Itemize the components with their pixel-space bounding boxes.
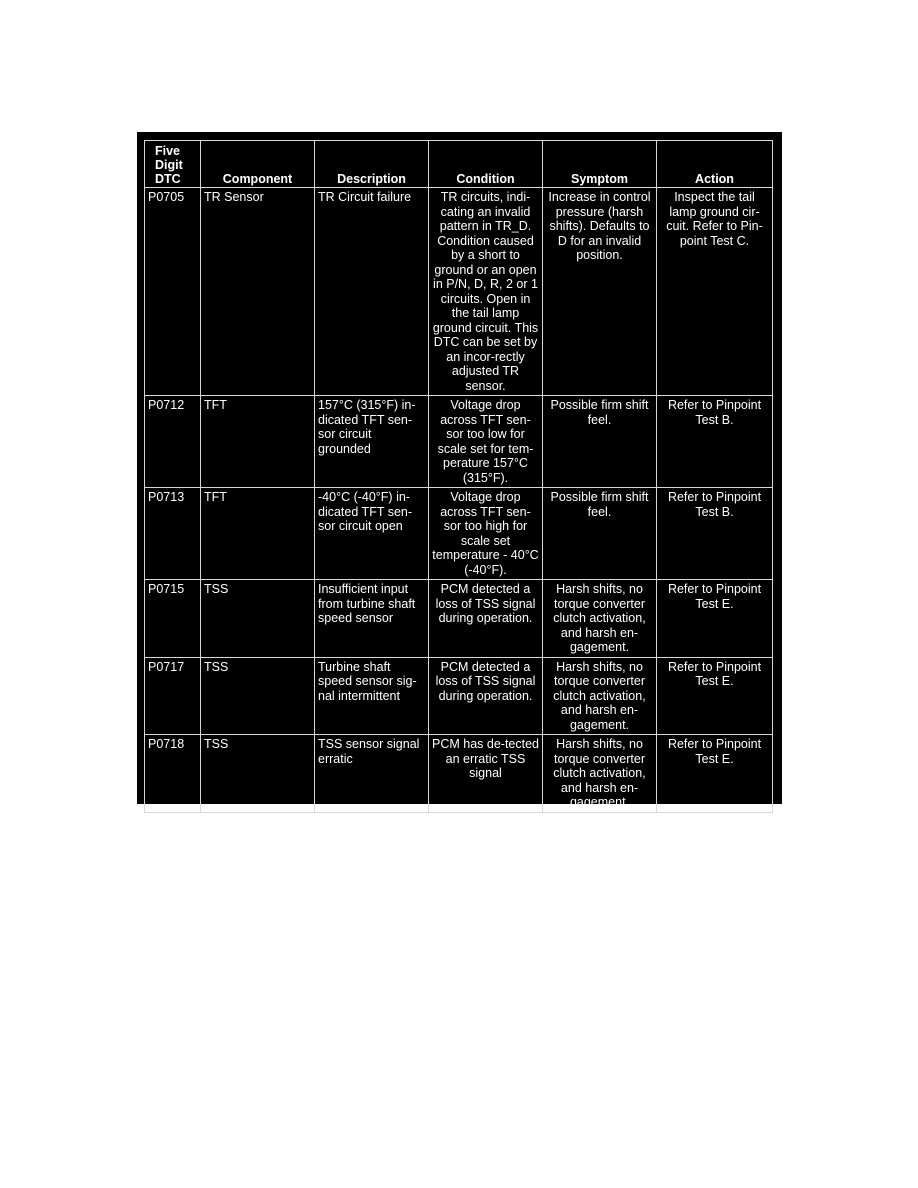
- header-symptom: Symptom: [543, 141, 657, 188]
- cell-dtc: P0718: [145, 735, 201, 813]
- header-condition: Condition: [429, 141, 543, 188]
- dtc-table-panel: [137, 132, 782, 809]
- cell-description: -40°C (-40°F) in-dicated TFT sen-sor circuit open: [315, 488, 429, 580]
- cell-component: TFT: [201, 488, 315, 580]
- table-row: [145, 735, 773, 813]
- cell-action: Refer to Pinpoint Test B.: [657, 488, 773, 580]
- cell-condition: PCM detected a loss of TSS signal during operation.: [429, 657, 543, 735]
- table-row: [145, 580, 773, 658]
- cell-component: TSS: [201, 735, 315, 813]
- table-row: [145, 188, 773, 396]
- cell-condition: Voltage drop across TFT sen-sor too low for scale set for tem-perature 157°C (315°F).: [429, 396, 543, 488]
- cell-description: TR Circuit failure: [315, 188, 429, 396]
- cell-description: Insufficient input from turbine shaft speed sensor: [315, 580, 429, 658]
- cell-symptom: Harsh shifts, no torque converter clutch activation, and harsh en-gagement.: [543, 657, 657, 735]
- cell-dtc: P0713: [145, 488, 201, 580]
- cell-component: TSS: [201, 580, 315, 658]
- header-component: Component: [201, 141, 315, 188]
- header-description: Description: [315, 141, 429, 188]
- table-header-row: [145, 141, 773, 188]
- cell-action: Inspect the tail lamp ground cir-cuit. Refer to Pin-point Test C.: [657, 188, 773, 396]
- cell-symptom: Possible firm shift feel.: [543, 488, 657, 580]
- cell-dtc: P0717: [145, 657, 201, 735]
- cell-symptom: Harsh shifts, no torque converter clutch activation, and harsh en-gagement.: [543, 580, 657, 658]
- cell-dtc: P0712: [145, 396, 201, 488]
- cell-action: Refer to Pinpoint Test E.: [657, 657, 773, 735]
- table-row: [145, 657, 773, 735]
- cell-symptom: Possible firm shift feel.: [543, 396, 657, 488]
- header-dtc: Five Digit DTC: [145, 141, 201, 188]
- cell-condition: PCM detected a loss of TSS signal during operation.: [429, 580, 543, 658]
- cell-description: TSS sensor signal erratic: [315, 735, 429, 813]
- cell-action: Refer to Pinpoint Test E.: [657, 735, 773, 813]
- cell-component: TFT: [201, 396, 315, 488]
- cell-symptom: Increase in control pressure (harsh shifts). Defaults to D for an invalid position.: [543, 188, 657, 396]
- cell-action: Refer to Pinpoint Test B.: [657, 396, 773, 488]
- cell-symptom: Harsh shifts, no torque converter clutch activation, and harsh en-gagement.: [543, 735, 657, 813]
- cell-component: TR Sensor: [201, 188, 315, 396]
- table-row: [145, 488, 773, 580]
- cell-action: Refer to Pinpoint Test E.: [657, 580, 773, 658]
- cell-condition: TR circuits, indi-cating an invalid pattern in TR_D. Condition caused by a short to ground or an open in P/N, D, R, 2 or 1 circuits. Open in the tail lamp ground circuit. This DTC can be set by an incor-rectly adjusted TR sensor.: [429, 188, 543, 396]
- dtc-table: [144, 140, 773, 813]
- cell-description: 157°C (315°F) in-dicated TFT sen-sor circuit grounded: [315, 396, 429, 488]
- cell-condition: Voltage drop across TFT sen-sor too high for scale set temperature - 40°C (-40°F).: [429, 488, 543, 580]
- cell-description: Turbine shaft speed sensor sig-nal intermittent: [315, 657, 429, 735]
- cell-dtc: P0705: [145, 188, 201, 396]
- table-row: [145, 396, 773, 488]
- cell-dtc: P0715: [145, 580, 201, 658]
- cell-component: TSS: [201, 657, 315, 735]
- cell-condition: PCM has de-tected an erratic TSS signal: [429, 735, 543, 813]
- header-action: Action: [657, 141, 773, 188]
